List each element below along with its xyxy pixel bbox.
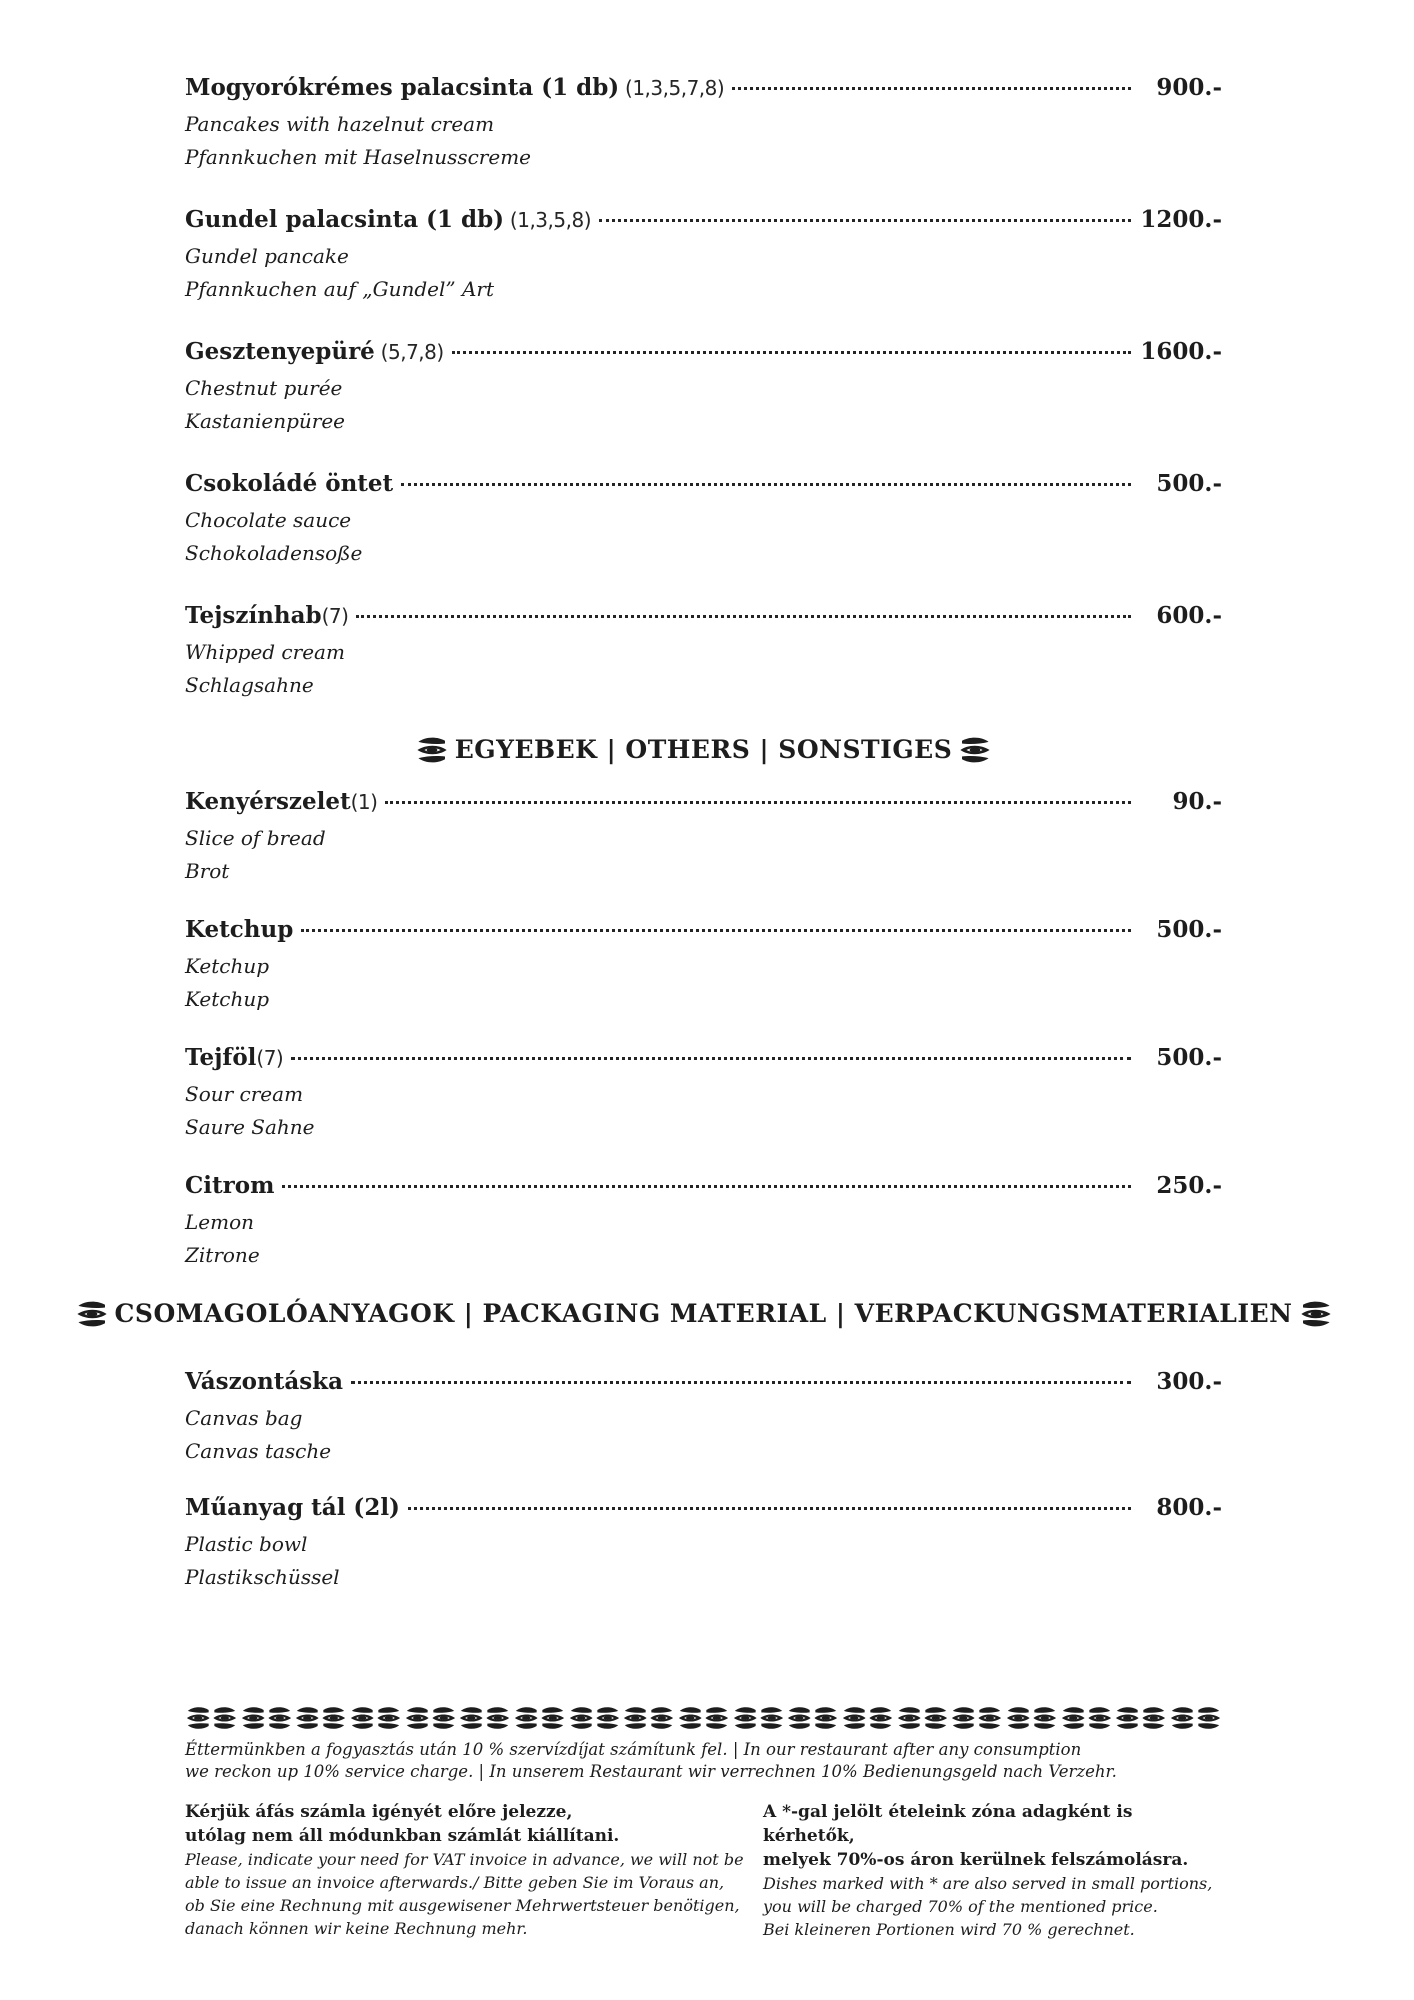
ornament-pair-icon (950, 1706, 1003, 1730)
menu-item-translation-en: Gundel pancake (185, 244, 349, 268)
menu-item-translation-en: Ketchup (185, 954, 270, 978)
menu-item-price: 300.- (1156, 1368, 1222, 1395)
menu-item-allergens: (1) (350, 790, 378, 814)
service-charge-note-line1: Éttermünkben a fogyasztás után 10 % szervízdíjat számítunk fel. | In our restaurant after any consumption (185, 1740, 1082, 1759)
portion-note-column (763, 1800, 1222, 1941)
menu-item-translation-en: Pancakes with hazelnut cream (185, 112, 495, 136)
menu-item-translation-de: Ketchup (185, 987, 270, 1011)
menu-item-translation-en: Whipped cream (185, 640, 345, 664)
ornament-pair-icon (841, 1706, 894, 1730)
menu-item (185, 1362, 1222, 1468)
dot-leader (452, 351, 1131, 354)
menu-item-price: 1600.- (1140, 338, 1222, 365)
ornament-pair-icon (622, 1706, 675, 1730)
service-charge-note (185, 1739, 1222, 1783)
menu-item-name: Ketchup (185, 916, 294, 943)
footer-columns (185, 1800, 1222, 1941)
vat-note-translation: Please, indicate your need for VAT invoice in advance, we will not be able to issue an invoice afterwards./ Bitte geben Sie im Voraus an, ob Sie eine Rechnung mit ausgewisener Mehrwertsteuer benötigen, danach können wir keine Rechnung mehr. (185, 1850, 744, 1938)
dot-leader (401, 483, 1131, 486)
menu-item-translation-en: Lemon (185, 1210, 255, 1234)
ornament-divider-row (185, 1706, 1222, 1730)
menu-item (185, 68, 1222, 174)
menu-item-translation-en: Sour cream (185, 1082, 304, 1106)
menu-item (185, 1038, 1222, 1144)
menu-item-translation-de: Schokoladensoße (185, 541, 363, 565)
menu-item-name: Tejföl (185, 1044, 257, 1071)
menu-item-title-row (185, 1362, 1222, 1402)
vat-note-bold-line2: utólag nem áll módunkban számlát kiállítani. (185, 1826, 620, 1846)
menu-item (185, 332, 1222, 438)
ornament-pair-icon (568, 1706, 621, 1730)
portion-note-translation-line3: Bei kleineren Portionen wird 70 % gerechnet. (763, 1920, 1135, 1939)
menu-group-desserts (185, 68, 1222, 702)
section-header-packaging (114, 1294, 1293, 1334)
ornament-pair-icon (896, 1706, 949, 1730)
portion-note-bold-line1: A *-gal jelölt ételeink zóna adagként is kérhetők, (763, 1802, 1133, 1846)
menu-item-name: Műanyag tál (2l) (185, 1494, 400, 1521)
menu-item-allergens: (1,3,5,8) (504, 208, 591, 232)
ornament-pair-icon (677, 1706, 730, 1730)
ornament-pair-icon (1169, 1706, 1222, 1730)
leaf-ornament-icon (75, 1301, 109, 1327)
menu-item-title-row (185, 596, 1222, 636)
menu-item-price: 900.- (1156, 74, 1222, 101)
menu-item-price: 500.- (1156, 1044, 1222, 1071)
menu-item-name: Gesztenyepüré (185, 338, 375, 365)
vat-note-column (185, 1800, 763, 1941)
dot-leader (356, 615, 1131, 618)
menu-item-price: 800.- (1156, 1494, 1222, 1521)
menu-item-translation-en: Plastic bowl (185, 1532, 308, 1556)
menu-item-price: 600.- (1156, 602, 1222, 629)
menu-item-title-row (185, 1038, 1222, 1078)
menu-item-translation-de: Pfannkuchen auf „Gundel” Art (185, 277, 495, 301)
menu-item-allergens: (5,7,8) (374, 340, 444, 364)
menu-item-name: Csokoládé öntet (185, 470, 394, 497)
menu-item-price: 500.- (1156, 470, 1222, 497)
menu-item-translation-de: Pfannkuchen mit Haselnusscreme (185, 145, 532, 169)
dot-leader (599, 219, 1131, 222)
service-charge-note-line2: we reckon up 10% service charge. | In unserem Restaurant wir verrechnen 10% Bedienungsgeld nach Verzehr. (185, 1762, 1117, 1781)
leaf-ornament-icon (1299, 1301, 1333, 1327)
menu-item-name: Citrom (185, 1172, 275, 1199)
leaf-ornament-icon (958, 737, 992, 763)
menu-item-title-row (185, 782, 1222, 822)
menu-item (185, 596, 1222, 702)
dot-leader (385, 801, 1131, 804)
dot-leader (291, 1057, 1131, 1060)
ornament-pair-icon (513, 1706, 566, 1730)
menu-item-title-row (185, 200, 1222, 240)
menu-group-others (185, 782, 1222, 1272)
leaf-ornament-icon (415, 737, 449, 763)
menu-item (185, 910, 1222, 1016)
dot-leader (732, 87, 1131, 90)
menu-item-translation-de: Plastikschüssel (185, 1565, 340, 1589)
ornament-pair-icon (732, 1706, 785, 1730)
dot-leader (351, 1381, 1131, 1384)
menu-item (185, 200, 1222, 306)
menu-item-title-row (185, 910, 1222, 950)
portion-note-translation-line1: Dishes marked with * are also served in small portions, (763, 1874, 1213, 1893)
section-title-packaging: CSOMAGOLÓANYAGOK | PACKAGING MATERIAL | VERPACKUNGSMATERIALIEN (114, 1299, 1293, 1328)
menu-item-title-row (185, 332, 1222, 372)
menu-item-translation-de: Canvas tasche (185, 1439, 332, 1463)
menu-item-price: 250.- (1156, 1172, 1222, 1199)
menu-item (185, 464, 1222, 570)
menu-item-price: 1200.- (1140, 206, 1222, 233)
portion-note-translation-line2: you will be charged 70% of the mentioned price. (763, 1897, 1158, 1916)
portion-note-bold-line2: melyek 70%-os áron kerülnek felszámolásra. (763, 1850, 1189, 1870)
menu-item-name: Vászontáska (185, 1368, 344, 1395)
menu-item-name: Tejszínhab (185, 602, 322, 629)
menu-item-title-row (185, 1166, 1222, 1206)
menu-item-translation-en: Chocolate sauce (185, 508, 352, 532)
menu-item-translation-en: Slice of bread (185, 826, 326, 850)
ornament-pair-icon (458, 1706, 511, 1730)
ornament-pair-icon (349, 1706, 402, 1730)
menu-item-price: 500.- (1156, 916, 1222, 943)
ornament-pair-icon (786, 1706, 839, 1730)
menu-item (185, 782, 1222, 888)
menu-item (185, 1488, 1222, 1594)
menu-item-name: Gundel palacsinta (1 db) (185, 206, 505, 233)
ornament-pair-icon (185, 1706, 238, 1730)
footer (185, 1706, 1222, 1941)
dot-leader (408, 1507, 1131, 1510)
menu-item-translation-de: Zitrone (185, 1243, 260, 1267)
menu-item-title-row (185, 464, 1222, 504)
ornament-pair-icon (1114, 1706, 1167, 1730)
menu-item (185, 1166, 1222, 1272)
dot-leader (282, 1185, 1131, 1188)
menu-item-translation-de: Schlagsahne (185, 673, 314, 697)
menu-item-price: 90.- (1172, 788, 1222, 815)
menu-item-translation-en: Canvas bag (185, 1406, 303, 1430)
ornament-pair-icon (1060, 1706, 1113, 1730)
menu-item-title-row (185, 68, 1222, 108)
ornament-pair-icon (294, 1706, 347, 1730)
ornament-pair-icon (240, 1706, 293, 1730)
menu-item-translation-de: Brot (185, 859, 230, 883)
menu-item-name: Kenyérszelet (185, 788, 351, 815)
ornament-pair-icon (1005, 1706, 1058, 1730)
menu-item-allergens: (1,3,5,7,8) (619, 76, 725, 100)
ornament-pair-icon (404, 1706, 457, 1730)
menu-item-title-row (185, 1488, 1222, 1528)
menu-item-translation-de: Kastanienpüree (185, 409, 345, 433)
section-header-others (185, 730, 1222, 770)
vat-note-bold-line1: Kérjük áfás számla igényét előre jelezze, (185, 1802, 573, 1822)
menu-item-translation-de: Saure Sahne (185, 1115, 315, 1139)
menu-item-allergens: (7) (321, 604, 349, 628)
menu-item-translation-en: Chestnut purée (185, 376, 343, 400)
menu-group-packaging (185, 1362, 1222, 1594)
menu-item-allergens: (7) (256, 1046, 284, 1070)
menu-item-name: Mogyorókrémes palacsinta (1 db) (185, 74, 620, 101)
dot-leader (301, 929, 1131, 932)
section-title-others: EGYEBEK | OTHERS | SONSTIGES (454, 735, 953, 764)
